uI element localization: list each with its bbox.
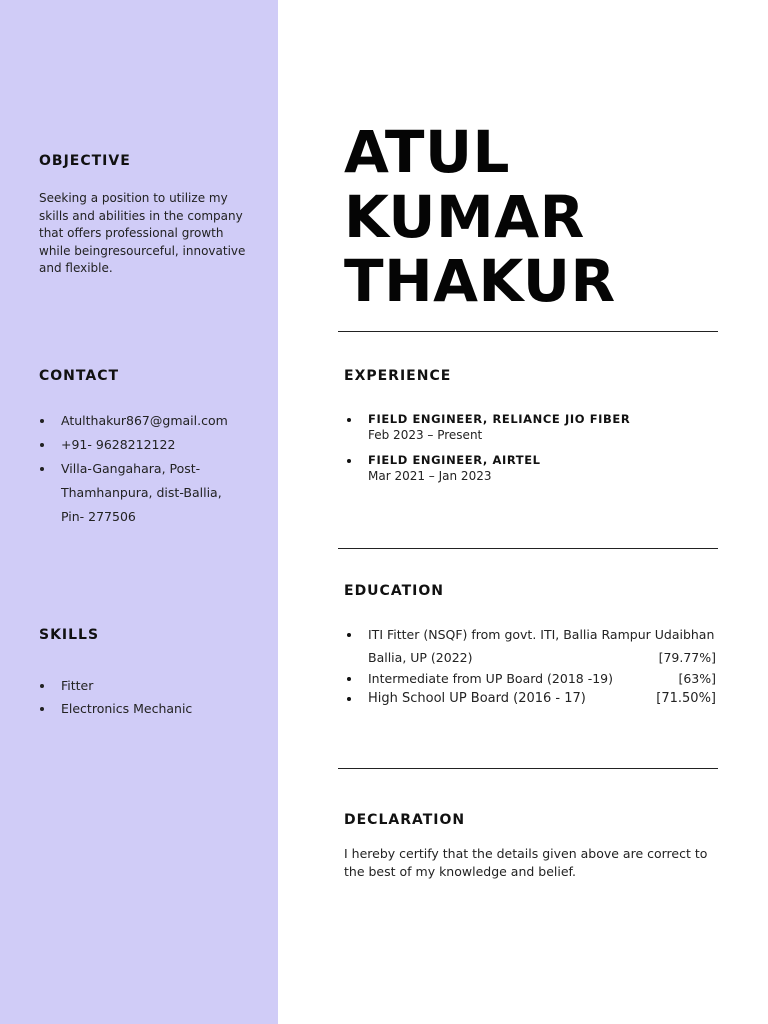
contact-address xyxy=(39,457,259,529)
experience-dates: Mar 2021 – Jan 2023 xyxy=(368,469,492,483)
skills-list xyxy=(39,674,259,720)
experience-item xyxy=(368,412,708,444)
education-list xyxy=(368,623,716,709)
objective-heading: OBJECTIVE xyxy=(39,153,131,169)
objective-text: Seeking a position to utilize my skills and abilities in the company that offers professional growth while beingresourceful, innovative and flexible. xyxy=(39,191,246,275)
education-item xyxy=(368,689,716,709)
skill-item: Electronics Mechanic xyxy=(39,697,259,720)
education-text: ITI Fitter (NSQF) from govt. ITI, Ballia Rampur Udaibhan xyxy=(368,627,715,642)
divider xyxy=(338,768,718,769)
sidebar xyxy=(0,0,278,1024)
education-row xyxy=(368,646,716,669)
education-item xyxy=(368,669,716,689)
experience-dates: Feb 2023 – Present xyxy=(368,428,483,442)
experience-title: FIELD ENGINEER, RELIANCE JIO FIBER xyxy=(368,412,631,426)
divider xyxy=(338,331,718,332)
education-score: [63%] xyxy=(678,671,716,686)
experience-item xyxy=(368,453,708,485)
main-content xyxy=(278,0,768,1024)
experience-title: FIELD ENGINEER, AIRTEL xyxy=(368,453,541,467)
contact-heading: CONTACT xyxy=(39,368,120,384)
name-line: ATUL xyxy=(344,118,511,186)
address-line: Thamhanpura, dist-Ballia, xyxy=(61,485,222,500)
education-text: Intermediate from UP Board (2018 -19) xyxy=(368,671,614,686)
name-line: THAKUR xyxy=(344,247,616,315)
experience-list xyxy=(368,412,708,494)
address-line: Villa-Gangahara, Post- xyxy=(61,461,201,476)
education-text: Ballia, UP (2022) xyxy=(368,650,473,665)
name-line: KUMAR xyxy=(344,182,585,251)
education-heading: EDUCATION xyxy=(344,583,444,599)
declaration-text: I hereby certify that the details given above are correct to the best of my knowledge and belief. xyxy=(344,846,708,879)
divider xyxy=(338,548,718,549)
education-score: [79.77%] xyxy=(658,650,716,665)
contact-phone[interactable]: +91- 9628212122 xyxy=(39,433,259,457)
education-text: High School UP Board (2016 - 17) xyxy=(368,691,586,706)
declaration-heading: DECLARATION xyxy=(344,812,466,828)
candidate-name xyxy=(344,120,616,314)
skills-heading: SKILLS xyxy=(39,627,100,643)
education-score: [71.50%] xyxy=(656,691,716,706)
skill-item: Fitter xyxy=(39,674,259,697)
contact-email[interactable]: Atulthakur867@gmail.com xyxy=(39,409,259,433)
contact-list xyxy=(39,409,259,529)
address-line: Pin- 277506 xyxy=(61,509,136,524)
experience-heading: EXPERIENCE xyxy=(344,368,452,384)
education-item xyxy=(368,623,716,669)
